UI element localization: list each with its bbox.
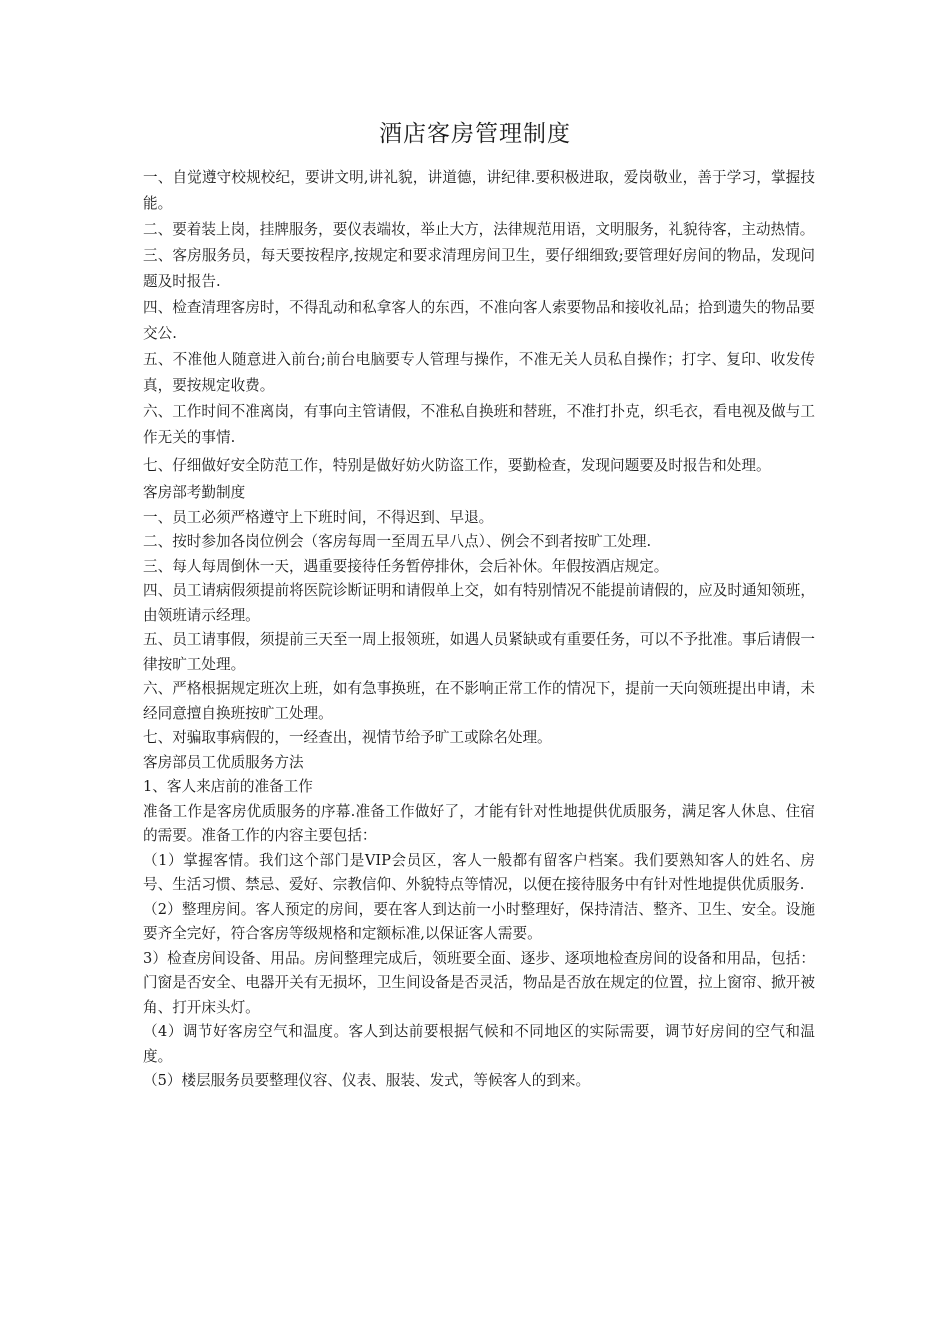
paragraph-attendance-5: 五、员工请事假，须提前三天至一周上报领班，如遇人员紧缺或有重要任务，可以不予批准。事后请假一律按旷工处理。	[143, 631, 815, 673]
paragraph-rule-7: 七、仔细做好安全防范工作，特别是做好妨火防盗工作，要勤检查，发现问题要及时报告和处理。	[143, 457, 771, 474]
section-heading-service: 客房部员工优质服务方法	[143, 753, 304, 771]
paragraph-rule-2: 二、要着装上岗，挂牌服务，要仪表端妆，举止大方，法律规范用语，文明服务，礼貌待客，主动热情。	[143, 221, 815, 238]
document-body	[143, 165, 815, 1094]
paragraph-preparation-4: （4）调节好客房空气和温度。客人到达前要根据气候和不同地区的实际需要，调节好房间的空气和温度。	[143, 1023, 815, 1065]
paragraph-rule-3: 三、客房服务员，每天要按程序,按规定和要求清理房间卫生，要仔细细致;要管理好房间的物品，发现问题及时报告.	[143, 247, 815, 290]
subheading-preparation: 1、客人来店前的准备工作	[143, 778, 313, 795]
paragraph-rule-5: 五、不准他人随意进入前台;前台电脑要专人管理与操作，不准无关人员私自操作；打字、复印、收发传真，要按规定收费。	[143, 351, 815, 394]
paragraph-attendance-7: 七、对骗取事病假的，一经查出，视情节给予旷工或除名处理。	[143, 729, 552, 746]
paragraph-rule-6: 六、工作时间不准离岗，有事向主管请假，不准私自换班和替班，不准打扑克，织毛衣，看电视及做与工作无关的事情.	[143, 403, 815, 446]
document-title: 酒店客房管理制度	[379, 121, 571, 147]
paragraph-preparation-5: （5）楼层服务员要整理仪容、仪表、服装、发式，等候客人的到来。	[143, 1072, 591, 1089]
section-heading-attendance: 客房部考勤制度	[143, 484, 246, 501]
paragraph-rule-1: 一、自觉遵守校规校纪，要讲文明,讲礼貌，讲道德，讲纪律.要积极进取，爱岗敬业，善于学习，掌握技能。	[143, 169, 815, 212]
paragraph-attendance-1: 一、员工必须严格遵守上下班时间，不得迟到、早退。	[143, 508, 494, 526]
paragraph-preparation-3: 3）检查房间设备、用品。房间整理完成后，领班要全面、逐步、逐项地检查房间的设备和用品，包括：门窗是否安全、电器开关有无损坏，卫生间设备是否灵活，物品是否放在规定的位置，拉上窗帘、掀开被角、打开床头灯。	[143, 949, 815, 1016]
paragraph-attendance-4: 四、员工请病假须提前将医院诊断证明和请假单上交，如有特别情况不能提前请假的，应及时通知领班，由领班请示经理。	[143, 582, 815, 624]
paragraph-preparation-intro: 准备工作是客房优质服务的序幕.准备工作做好了，才能有针对性地提供优质服务，满足客人休息、住宿的需要。准备工作的内容主要包括：	[143, 802, 815, 844]
paragraph-attendance-6: 六、严格根据规定班次上班，如有急事换班，在不影响正常工作的情况下，提前一天向领班提出申请，未经同意擅自换班按旷工处理。	[143, 680, 815, 722]
paragraph-attendance-3: 三、每人每周倒休一天，遇重要接待任务暂停排休，会后补休。年假按酒店规定。	[143, 557, 669, 575]
paragraph-preparation-2: （2）整理房间。客人预定的房间，要在客人到达前一小时整理好，保持清洁、整齐、卫生、安全。设施要齐全完好，符合客房等级规格和定额标准,以保证客人需要。	[143, 900, 815, 942]
paragraph-preparation-1: （1）掌握客情。我们这个部门是VIP会员区，客人一般都有留客户档案。我们要熟知客人的姓名、房号、生活习惯、禁忌、爱好、宗教信仰、外貌特点等情况，以便在接待服务中有针对性地提供优质服务.	[143, 851, 815, 893]
paragraph-rule-4: 四、检查清理客房时，不得乱动和私拿客人的东西，不准向客人索要物品和接收礼品；拾到遗失的物品要交公.	[143, 299, 815, 342]
paragraph-attendance-2: 二、按时参加各岗位例会（客房每周一至周五早八点）、例会不到者按旷工处理.	[143, 533, 652, 550]
